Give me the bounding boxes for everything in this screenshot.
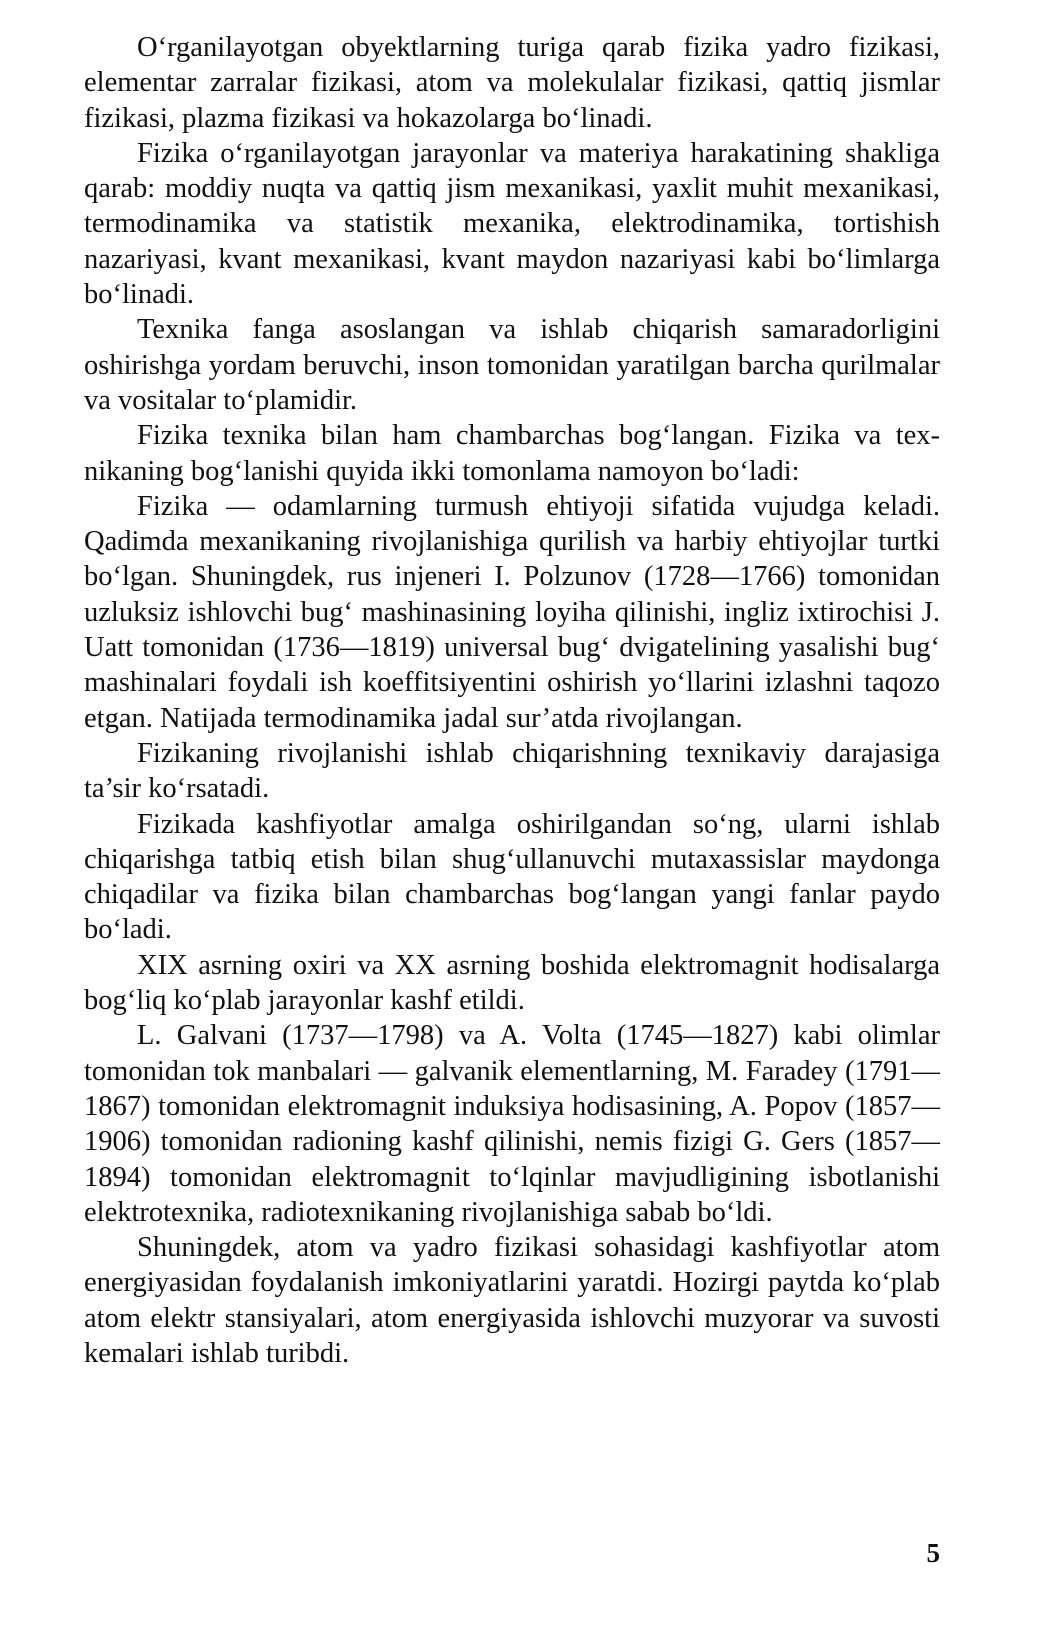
page-number: 5: [926, 1538, 940, 1568]
paragraph-physics-by-process: Fizika o‘rganilayotgan jarayonlar va materiya harakatining shakliga qarab: moddiy nuqta va qattiq jism mexanikasi, yaxlit muhit mexanikasi, termodinamika va statistik mexanika, elektrodinamika, tortishish nazariyasi, kvant mexanikasi, kvant maydon nazariyasi kabi bo‘limlarga bo‘linadi.: [84, 137, 940, 311]
paragraph-technology-definition: Texnika fanga asoslangan va ishlab chiqarish samaradorligini oshirishga yordam beruvchi, inson tomonidan yaratilgan barcha qurilmalar va vositalar to‘plamidir.: [84, 314, 940, 416]
paragraph-atomic-energy: Shuningdek, atom va yadro fizikasi sohasidagi kashfiyotlar atom energiyasidan foydalanish imkoniyatlarini yaratdi. Hozirgi paytda ko‘plab atom elektr stansiyalari, atom energiyasida ishlovchi muzyorar va suvosti kemalari ishlab turibdi.: [84, 1232, 940, 1369]
paragraph-new-sciences: Fizikada kashfiyotlar amalga oshirilgandan so‘ng, ularni ishlab chiqarishga tatbiq etish bilan shug‘ullanuvchi mutaxassislar maydonga chiqadilar va fizika bilan chambarchas bog‘langan yangi fanlar paydo bo‘ladi.: [84, 808, 940, 946]
paragraph-human-needs: Fizika — odamlarning turmush ehtiyoji sifatida vujudga keladi. Qadimda mexanikaning rivojlanishiga qurilish va harbiy ehtiyojlar turtki bo‘lgan. Shuningdek, rus injeneri I. Polzunov (1728—1766) tomonidan uzluksiz ishlovchi bug‘ mashinasining loyiha qilinishi, ingliz ixtirochisi J. Uatt tomonidan (1736—1819) universal bug‘ dvigatelining yasalishi bug‘ mashinalari foydali ish koeffitsiyentini oshirish yo‘llarini izlashni taqozo etgan. Natijada termodinamika jadal sur’atda rivojlangan.: [84, 490, 940, 734]
paragraph-electromagnetic-discoveries: XIX asrning oxiri va XX asrning boshida elektromagnit hodisalarga bog‘liq ko‘plab jarayonlar kashf etildi.: [84, 949, 940, 1017]
paragraph-physics-by-object: O‘rganilayotgan obyektlarning turiga qarab fizika yadro fizikasi, elementar zarralar fizikasi, atom va molekulalar fizikasi, qattiq jismlar fizikasi, plazma fizikasi va hokazolarga bo‘linadi.: [84, 32, 940, 134]
paragraph-physics-technology-link: Fizika texnika bilan ham chambarchas bog‘langan. Fizika va tex-nikaning bog‘lanishi quyida ikki tomonlama namoyon bo‘ladi:: [84, 420, 940, 487]
page-body: [84, 30, 940, 1371]
paragraph-production-level: Fizikaning rivojlanishi ishlab chiqarishning texnikaviy darajasiga ta’sir ko‘rsatadi.: [84, 737, 940, 805]
paragraph-scientists: L. Galvani (1737—1798) va A. Volta (1745—1827) kabi olimlar tomonidan tok manbalari — galvanik elementlarning, M. Faradey (1791—1867) tomonidan elektromagnit induksiya hodisasining, A. Popov (1857—1906) tomonidan radioning kashf qilinishi, nemis fizigi G. Gers (1857—1894) tomonidan elektromagnit to‘lqinlar mavjudligining isbotlanishi elektrotexnika, radiotexnikaning rivojlanishiga sabab bo‘ldi.: [84, 1020, 940, 1228]
